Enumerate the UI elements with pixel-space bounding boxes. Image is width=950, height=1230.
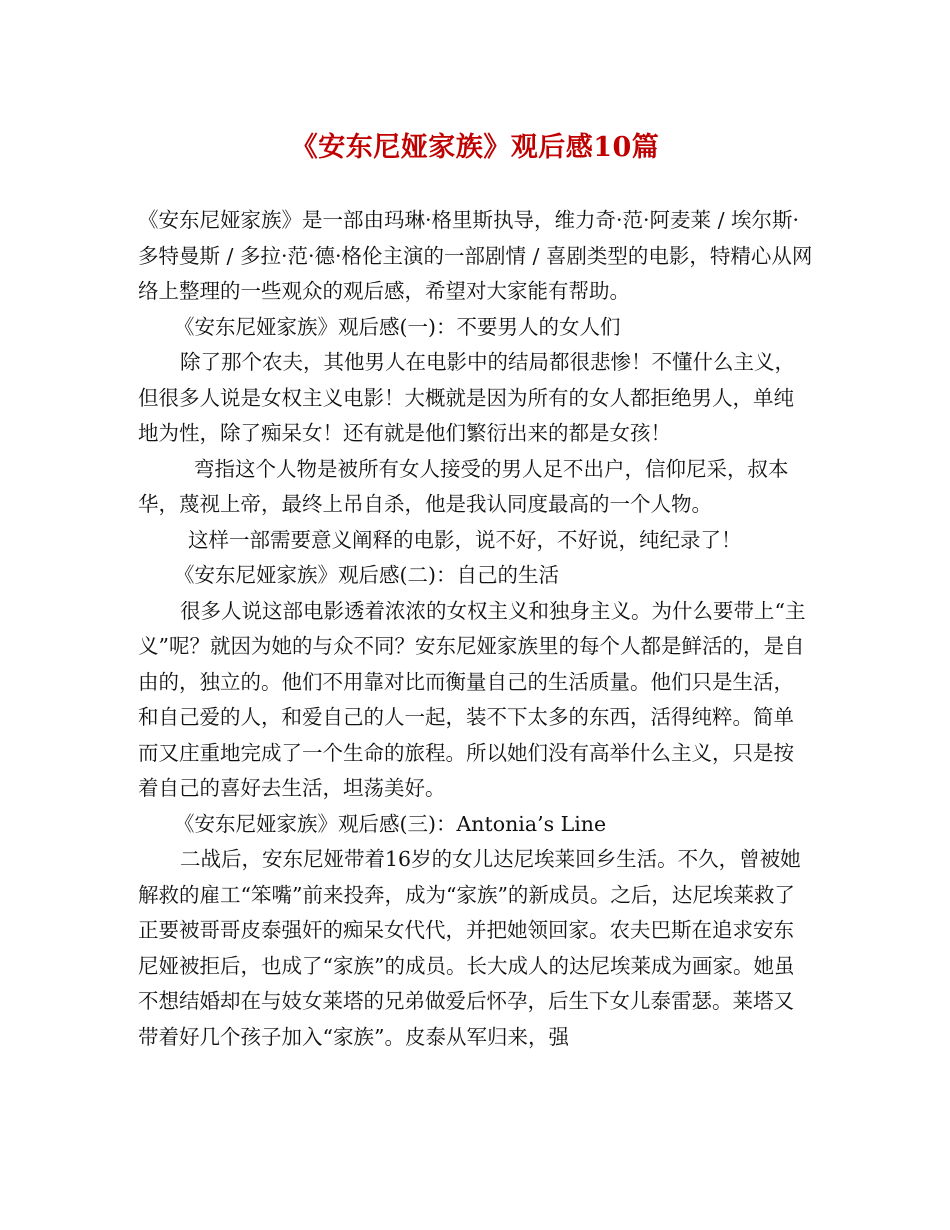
- document-title: 《安东尼娅家族》观后感10篇: [290, 132, 660, 163]
- document-body: [138, 203, 814, 1055]
- body-paragraph: 弯指这个人物是被所有女人接受的男人足不出户，信仰尼采，叔本华，蔑视上帝，最终上吊自杀，他是我认同度最高的一个人物。: [138, 456, 789, 516]
- section-heading-2: 《安东尼娅家族》观后感(二)：自己的生活: [174, 563, 559, 587]
- section-heading-3: 《安东尼娅家族》观后感(三)：Antonia’s Line: [174, 811, 607, 836]
- section-heading-1: 《安东尼娅家族》观后感(一)：不要男人的女人们: [174, 314, 621, 339]
- body-paragraph: 二战后，安东尼娅带着16岁的女儿达尼埃莱回乡生活。不久，曾被她解救的雇工“笨嘴”前来投奔，成为“家族”的新成员。之后，达尼埃莱救了正要被哥哥皮泰强奸的痴呆女代代，并把她领回家。农夫巴斯在追求安东尼娅被拒后，也成了“家族”的成员。长大成人的达尼埃莱成为画家。她虽不想结婚却在与妓女莱塔的兄弟做爱后怀孕，后生下女儿泰雷瑟。莱塔又带着好几个孩子加入“家族”。皮泰从军归来，强: [138, 847, 801, 1049]
- body-paragraph: 除了那个农夫，其他男人在电影中的结局都很悲惨！不懂什么主义，但很多人说是女权主义电影！大概就是因为所有的女人都拒绝男人，单纯地为性，除了痴呆女！还有就是他们繁衍出来的都是女孩！: [138, 350, 795, 445]
- intro-paragraph: 《安东尼娅家族》是一部由玛琳·格里斯执导，维力奇·范·阿麦莱 / 埃尔斯·多特曼斯 / 多拉·范·德·格伦主演的一部剧情 / 喜剧类型的电影，特精心从网络上整理的一些观众的观后感，希望对大家能有帮助。: [138, 208, 813, 303]
- body-paragraph: 很多人说这部电影透着浓浓的女权主义和独身主义。为什么要带上“主义”呢？就因为她的与众不同？安东尼娅家族里的每个人都是鲜活的，是自由的，独立的。他们不用靠对比而衡量自己的生活质量。他们只是生活，和自己爱的人，和爱自己的人一起，装不下太多的东西，活得纯粹。简单而又庄重地完成了一个生命的旅程。所以她们没有高举什么主义，只是按着自己的喜好去生活，坦荡美好。: [138, 598, 806, 800]
- body-paragraph: 这样一部需要意义阐释的电影，说不好，不好说，纯纪录了！: [188, 527, 742, 552]
